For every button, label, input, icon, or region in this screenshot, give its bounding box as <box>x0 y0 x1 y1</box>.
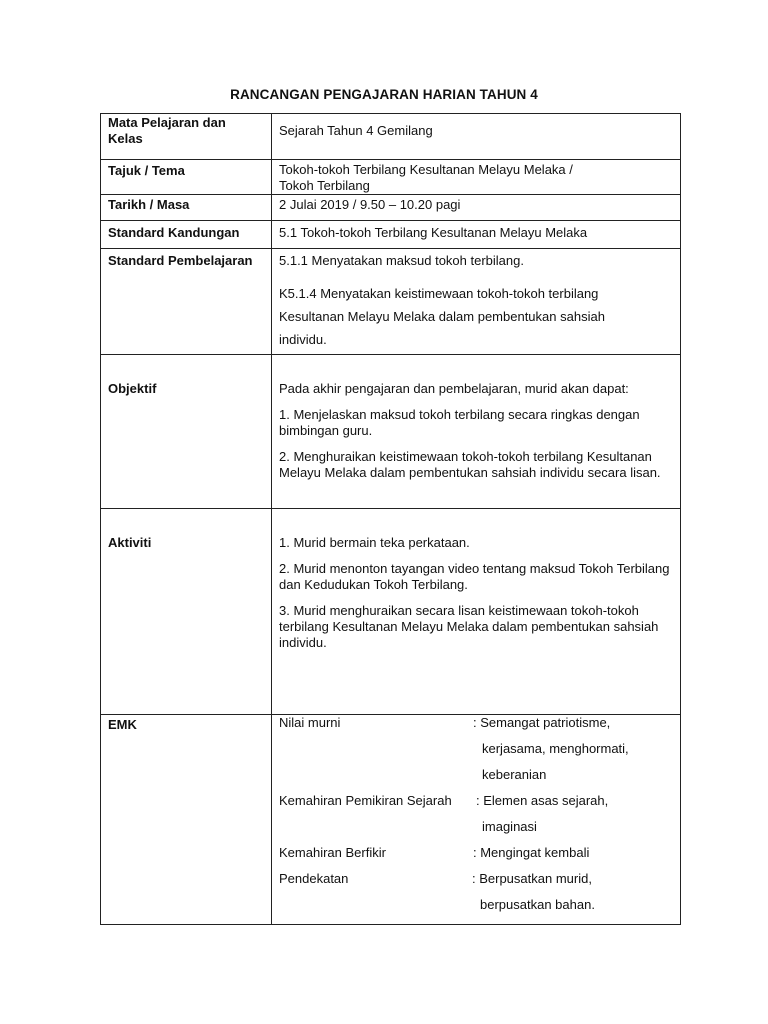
label-emk: EMK <box>101 715 272 925</box>
table-row-standard-pembelajaran <box>101 249 681 355</box>
emk-key-nilai: Nilai murni <box>279 715 341 730</box>
label-aktiviti: Aktiviti <box>101 509 272 715</box>
label-tajuk: Tajuk / Tema <box>101 160 272 195</box>
label-mata-pelajaran: Mata Pelajaran dan Kelas <box>101 114 272 160</box>
emk-key-kps: Kemahiran Pemikiran Sejarah <box>279 793 452 808</box>
value-aktiviti: 1. Murid bermain teka perkataan. 2. Murid menonton tayangan video tentang maksud Tokoh Terbilang dan Kedudukan Tokoh Terbilang. 3. Murid menghuraikan secara lisan keistimewaan tokoh-tokoh terbilang Kesultanan Melayu Melaka dalam pembentukan sahsiah individu. <box>272 509 681 715</box>
emk-value-nilai-2: kerjasama, menghormati, <box>482 741 629 756</box>
table-row-objektif <box>101 355 681 509</box>
table-row-mata-pelajaran <box>101 114 681 160</box>
value-standard-pembelajaran: 5.1.1 Menyatakan maksud tokoh terbilang. K5.1.4 Menyatakan keistimewaan tokoh-tokoh terbilang Kesultanan Melayu Melaka dalam pembentukan sahsiah individu. <box>272 249 681 355</box>
emk-value-kb-1: : Mengingat kembali <box>473 845 590 860</box>
value-mata-pelajaran: Sejarah Tahun 4 Gemilang <box>272 114 681 160</box>
value-objektif: Pada akhir pengajaran dan pembelajaran, murid akan dapat: 1. Menjelaskan maksud tokoh terbilang secara ringkas dengan bimbingan guru. 2. Menghuraikan keistimewaan tokoh-tokoh terbilang Kesultanan Melayu Melaka dalam pembentukan sahsiah individu secara lisan. <box>272 355 681 509</box>
emk-key-pendekatan: Pendekatan <box>279 871 349 886</box>
emk-value-pendekatan-2: berpusatkan bahan. <box>480 897 595 912</box>
emk-key-kb: Kemahiran Berfikir <box>279 845 386 860</box>
table-row-tarikh <box>101 195 681 221</box>
label-tarikh: Tarikh / Masa <box>101 195 272 221</box>
label-standard-kandungan: Standard Kandungan <box>101 221 272 249</box>
label-standard-pembelajaran: Standard Pembelajaran <box>101 249 272 355</box>
value-emk <box>272 715 681 925</box>
table-row-standard-kandungan <box>101 221 681 249</box>
emk-value-nilai-1: : Semangat patriotisme, <box>473 715 611 730</box>
value-tajuk: Tokoh-tokoh Terbilang Kesultanan Melayu Melaka / Tokoh Terbilang <box>272 160 681 195</box>
value-tarikh: 2 Julai 2019 / 9.50 – 10.20 pagi <box>272 195 681 221</box>
table-row-tajuk <box>101 160 681 195</box>
emk-value-kps-2: imaginasi <box>482 819 537 834</box>
emk-value-kps-1: : Elemen asas sejarah, <box>476 793 609 808</box>
emk-list <box>279 715 673 920</box>
label-objektif: Objektif <box>101 355 272 509</box>
document-title: RANCANGAN PENGAJARAN HARIAN TAHUN 4 <box>230 87 538 102</box>
table-row-emk <box>101 715 681 925</box>
emk-value-pendekatan-1: : Berpusatkan murid, <box>472 871 592 886</box>
table-row-aktiviti <box>101 509 681 715</box>
value-standard-kandungan: 5.1 Tokoh-tokoh Terbilang Kesultanan Melayu Melaka <box>272 221 681 249</box>
emk-value-nilai-3: keberanian <box>482 767 547 782</box>
lesson-plan-table <box>100 113 681 925</box>
